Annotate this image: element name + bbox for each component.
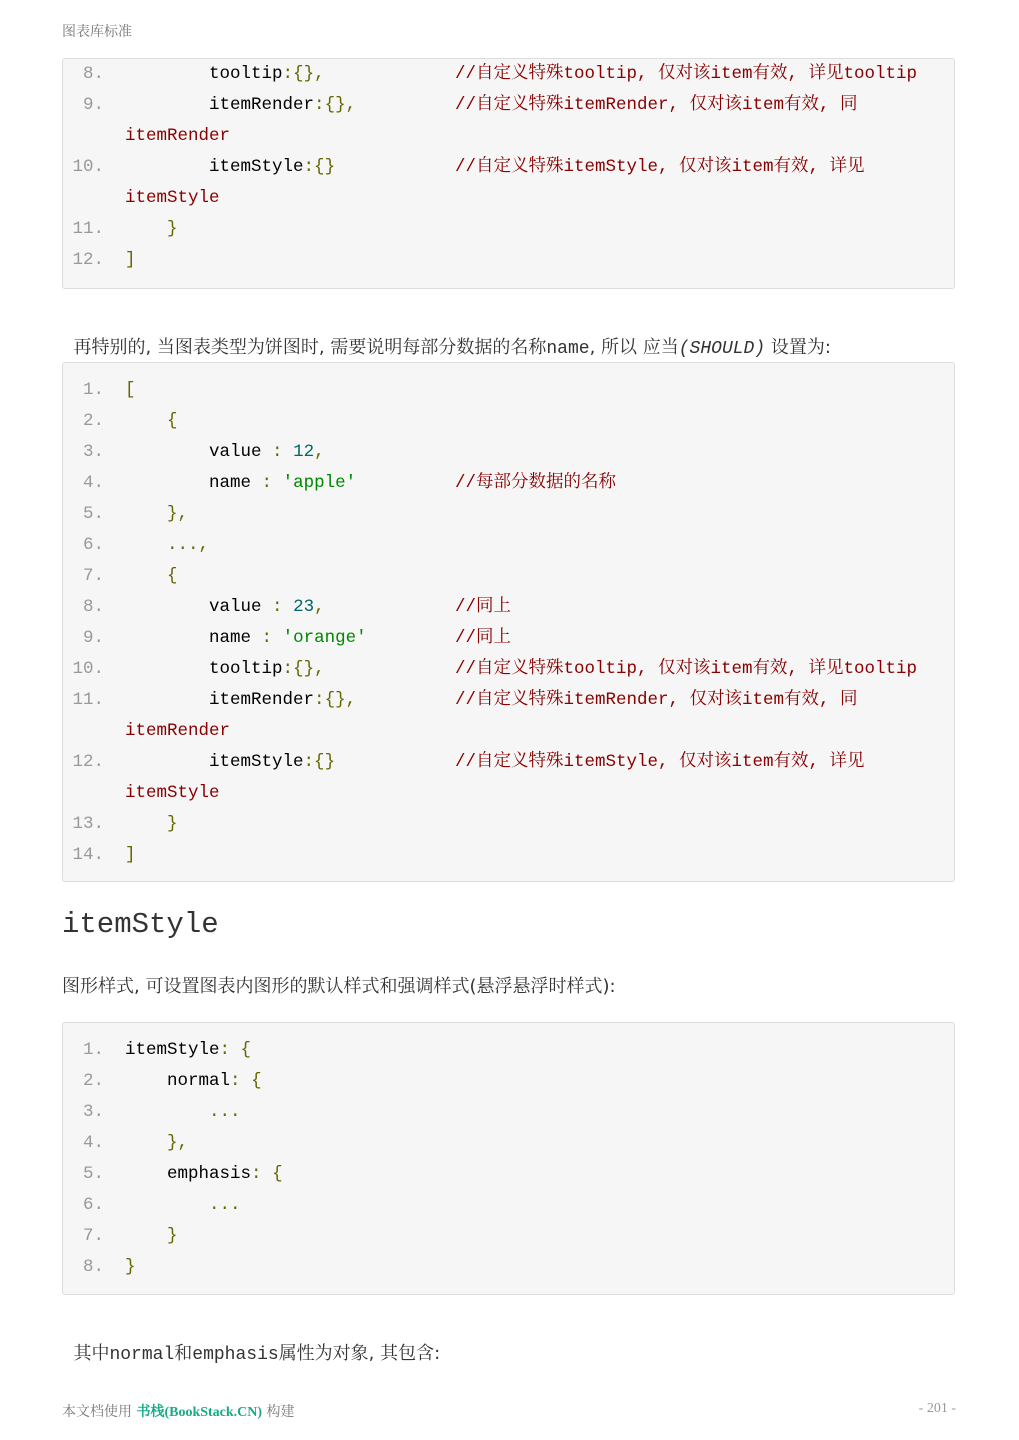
code-comment-wrap: itemRender xyxy=(125,721,231,741)
line-number: 1. xyxy=(82,380,104,400)
note3-c: 和 xyxy=(174,1343,193,1364)
code-text: ] xyxy=(125,250,136,270)
note3-a: 其中 xyxy=(73,1343,110,1364)
code-line xyxy=(63,1221,954,1252)
line-number: 5. xyxy=(82,1164,104,1184)
code-text: name : 'apple' xyxy=(209,473,357,493)
code-comment: //自定义特殊itemRender, 仅对该item有效, 同 xyxy=(455,95,858,115)
code-line xyxy=(63,152,954,183)
code-line xyxy=(63,1066,954,1097)
code-text: } xyxy=(125,1257,136,1277)
line-number: 12. xyxy=(72,752,104,772)
code-text: } xyxy=(167,814,178,834)
page-header-title: 图表库标准 xyxy=(62,24,132,40)
line-number: 2. xyxy=(82,1071,104,1091)
code-text: tooltip:{}, xyxy=(209,659,325,679)
note3-normal: normal xyxy=(109,1345,175,1365)
line-number: 7. xyxy=(82,566,104,586)
code-line xyxy=(63,623,954,654)
code-text: name : 'orange' xyxy=(209,628,367,648)
code-line xyxy=(63,592,954,623)
line-number: 10. xyxy=(72,659,104,679)
code-text: itemStyle: { xyxy=(125,1040,252,1060)
code-line xyxy=(63,809,954,840)
line-number: 5. xyxy=(82,504,104,524)
code-line xyxy=(63,499,954,530)
line-number: 12. xyxy=(72,250,104,270)
line-number: 14. xyxy=(72,845,104,865)
code-line xyxy=(63,561,954,592)
code-text: emphasis: { xyxy=(167,1164,283,1184)
code-comment: //自定义特殊itemStyle, 仅对该item有效, 详见 xyxy=(455,752,865,772)
note3-e: 属性为对象, 其包含: xyxy=(278,1343,441,1364)
line-number: 6. xyxy=(82,1195,104,1215)
line-number: 13. xyxy=(72,814,104,834)
code-block-data-items xyxy=(62,58,955,289)
code-comment: //自定义特殊tooltip, 仅对该item有效, 详见tooltip xyxy=(455,64,918,84)
code-text: { xyxy=(167,411,178,431)
code-text: ] xyxy=(125,845,136,865)
note3-emphasis: emphasis xyxy=(192,1345,279,1365)
line-number: 8. xyxy=(82,64,104,84)
line-number: 4. xyxy=(82,1133,104,1153)
code-comment: //自定义特殊itemRender, 仅对该item有效, 同 xyxy=(455,690,858,710)
line-number: 3. xyxy=(82,442,104,462)
line-number: 9. xyxy=(82,95,104,115)
code-line xyxy=(63,121,954,152)
code-text: ... xyxy=(209,1102,241,1122)
code-text: normal: { xyxy=(167,1071,262,1091)
code-text: } xyxy=(167,1226,178,1246)
pie-chart-note xyxy=(62,312,831,359)
code-line xyxy=(63,840,954,871)
footer-prefix: 本文档使用 xyxy=(62,1404,137,1420)
code-comment-wrap: itemStyle xyxy=(125,783,220,803)
footer-suffix: 构建 xyxy=(262,1404,295,1420)
code-line xyxy=(63,1159,954,1190)
line-number: 3. xyxy=(82,1102,104,1122)
line-number: 1. xyxy=(82,1040,104,1060)
code-text: }, xyxy=(167,1133,189,1153)
code-block-itemstyle xyxy=(62,1022,955,1295)
code-text: }, xyxy=(167,504,189,524)
code-line xyxy=(63,406,954,437)
code-comment: //自定义特殊itemStyle, 仅对该item有效, 详见 xyxy=(455,157,865,177)
code-text: value : 12, xyxy=(209,442,325,462)
code-line xyxy=(63,468,954,499)
line-number: 6. xyxy=(82,535,104,555)
code-text: ..., xyxy=(167,535,210,555)
code-line xyxy=(63,1097,954,1128)
code-line xyxy=(63,1035,954,1066)
note-text-before: 再特别的, 当图表类型为饼图时, 需要说明每部分数据的名称 xyxy=(73,337,547,358)
code-line xyxy=(63,778,954,809)
code-comment: //同上 xyxy=(455,628,512,648)
code-text: } xyxy=(167,219,178,239)
code-comment: //同上 xyxy=(455,597,512,617)
code-comment-wrap: itemRender xyxy=(125,126,231,146)
code-comment: //自定义特殊tooltip, 仅对该item有效, 详见tooltip xyxy=(455,659,918,679)
code-text: ... xyxy=(209,1195,241,1215)
code-line xyxy=(63,90,954,121)
code-text: itemRender:{}, xyxy=(209,95,357,115)
normal-emphasis-note xyxy=(62,1318,440,1365)
code-text: itemRender:{}, xyxy=(209,690,357,710)
note-should: (SHOULD) xyxy=(678,339,766,359)
code-line xyxy=(63,59,954,90)
code-line xyxy=(63,375,954,406)
code-text: tooltip:{}, xyxy=(209,64,325,84)
code-line xyxy=(63,1190,954,1221)
code-line xyxy=(63,245,954,276)
code-line xyxy=(63,654,954,685)
line-number: 11. xyxy=(72,690,104,710)
code-line xyxy=(63,685,954,716)
footer-credit xyxy=(62,1401,295,1421)
code-line xyxy=(63,530,954,561)
code-comment: //每部分数据的名称 xyxy=(455,473,617,493)
line-number: 2. xyxy=(82,411,104,431)
note-text-middle: , 所以 应当 xyxy=(589,337,679,358)
code-text: { xyxy=(167,566,178,586)
code-line xyxy=(63,747,954,778)
line-number: 8. xyxy=(82,597,104,617)
page-number: - 201 - xyxy=(918,1401,956,1416)
itemstyle-description: 图形样式, 可设置图表内图形的默认样式和强调样式(悬浮悬浮时样式): xyxy=(62,976,616,997)
line-number: 10. xyxy=(72,157,104,177)
code-text: itemStyle:{} xyxy=(209,157,336,177)
line-number: 11. xyxy=(72,219,104,239)
code-line xyxy=(63,1128,954,1159)
code-line xyxy=(63,214,954,245)
code-comment-wrap: itemStyle xyxy=(125,188,220,208)
line-number: 9. xyxy=(82,628,104,648)
code-line xyxy=(63,1252,954,1283)
line-number: 7. xyxy=(82,1226,104,1246)
code-line xyxy=(63,437,954,468)
code-line xyxy=(63,716,954,747)
note-code-name: name xyxy=(546,339,590,359)
footer-bookstack-link[interactable]: 书栈(BookStack.CN) xyxy=(136,1405,263,1420)
code-block-pie-data xyxy=(62,362,955,882)
section-heading-itemstyle: itemStyle xyxy=(62,908,219,941)
code-text: itemStyle:{} xyxy=(209,752,336,772)
line-number: 8. xyxy=(82,1257,104,1277)
code-line xyxy=(63,183,954,214)
code-text: [ xyxy=(125,380,136,400)
code-text: value : 23, xyxy=(209,597,325,617)
note-text-after: 设置为: xyxy=(765,337,831,358)
line-number: 4. xyxy=(82,473,104,493)
